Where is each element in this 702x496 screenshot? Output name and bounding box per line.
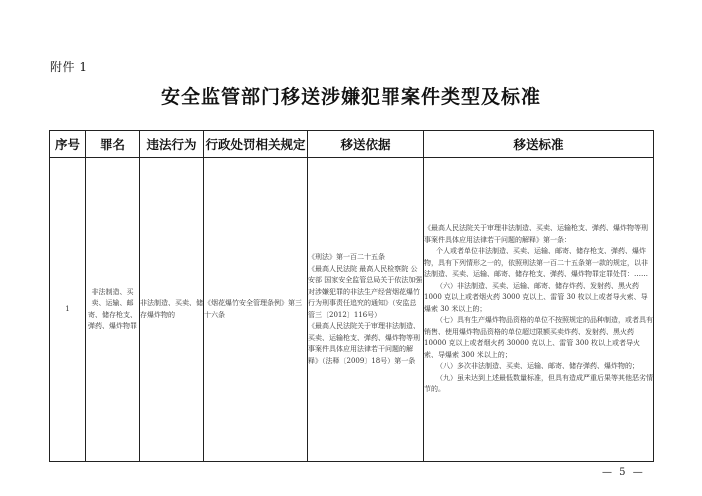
row-basis — [308, 158, 424, 462]
page-number: — 5 — — [602, 467, 645, 478]
case-standards-table — [49, 130, 654, 462]
row-standard — [424, 158, 654, 462]
table-row — [50, 158, 654, 462]
column-header-index: 序号 — [50, 131, 86, 158]
column-header-regulation: 行政处罚相关规定 — [204, 131, 308, 158]
column-header-behavior: 违法行为 — [140, 131, 204, 158]
standard-paragraph: （六）非法制造、买卖、运输、邮寄、储存炸药、发射药、黑火药 1000 克以上或者烟火药 3000 克以上、雷管 30 枚以上或者导火索、导爆索 30 米以上的； — [424, 281, 648, 313]
table-header-row — [50, 131, 654, 158]
basis-item: 《刑法》第一百二十五条 — [308, 253, 385, 261]
attachment-label: 附件 1 — [50, 60, 88, 74]
row-behavior: 非法制造、买卖、储存爆炸物的 — [140, 158, 204, 462]
basis-item: 《最高人民法院关于审理非法制造、买卖、运输枪支、弹药、爆炸物等刑事案件具体应用法律若干问题的解释》（法释〔2009〕18号）第一条 — [308, 322, 420, 365]
row-crime: 非法制造、买卖、运输、邮寄、储存枪支、弹药、爆炸物罪 — [86, 158, 140, 462]
standard-paragraph: 个人或者单位非法制造、买卖、运输、邮寄、储存枪支、弹药、爆炸物，具有下列情形之一的，依照刑法第一百二十五条第一款的规定，以非法制造、买卖、运输、邮寄、储存枪支、弹药、爆炸物罪定罪处罚：…… — [424, 247, 648, 279]
basis-item: 《最高人民法院 最高人民检察院 公安部 国家安全监管总局关于依法加强对涉嫌犯罪的非法生产经营烟花爆竹行为刑事责任追究的通知》（安监总管三〔2012〕116号） — [308, 264, 423, 319]
column-header-standard: 移送标准 — [424, 131, 654, 158]
standard-paragraph: （九）虽未达到上述最低数量标准，但具有造成严重后果等其他恶劣情节的。 — [424, 373, 653, 394]
standard-paragraph: 《最高人民法院关于审理非法制造、买卖、运输枪支、弹药、爆炸物等刑事案件具体应用法律若干问题的解释》第一条： — [424, 224, 648, 244]
row-index: 1 — [50, 158, 86, 462]
column-header-basis: 移送依据 — [308, 131, 424, 158]
column-header-crime: 罪名 — [86, 131, 140, 158]
standard-paragraph: （八）多次非法制造、买卖、运输、邮寄、储存弹药、爆炸物的； — [436, 362, 639, 371]
document-title: 安全监管部门移送涉嫌犯罪案件类型及标准 — [160, 86, 541, 108]
standard-paragraph: （七）具有生产爆炸物品资格的单位不按照规定的品种制造，或者具有销售、使用爆炸物品资格的单位超过限额买卖炸药、发射药、黑火药 10000 克以上或者烟火药 30000 克以上、雷管 300 枚以上或者导火索、导爆索 300 米以上的； — [424, 316, 653, 359]
row-regulation: 《烟花爆竹安全管理条例》第三十六条 — [204, 158, 308, 462]
